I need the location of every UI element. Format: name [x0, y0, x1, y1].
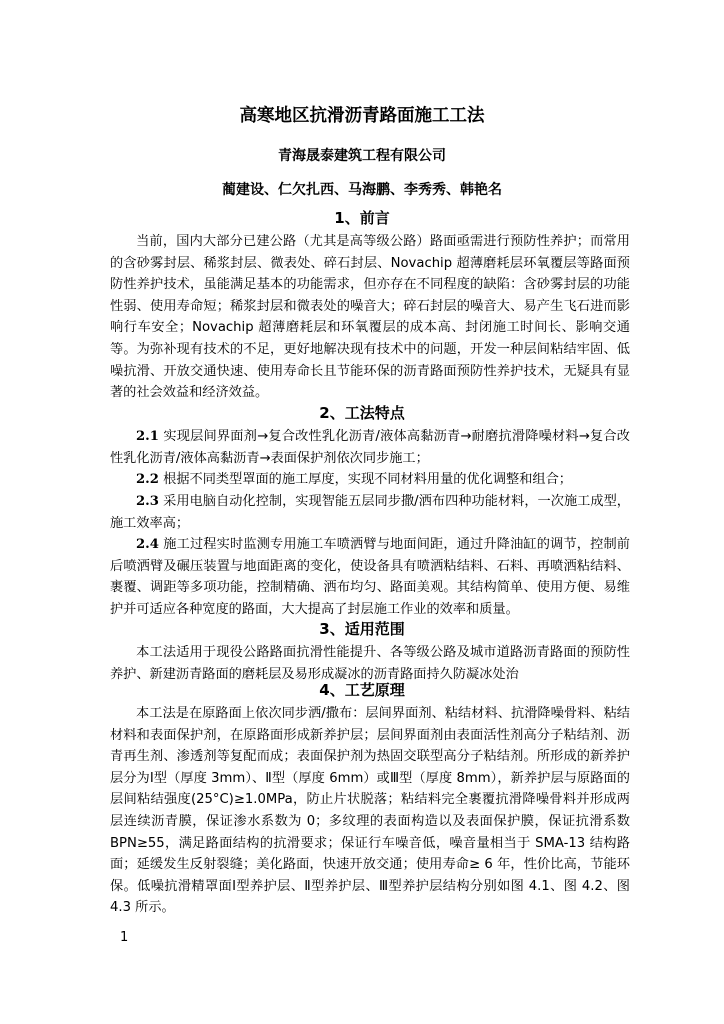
feature-2-2: [110, 469, 630, 491]
section-4-paragraph: [110, 703, 630, 919]
author-list: 蔺建设、仁欠扎西、马海鹏、李秀秀、韩艳名: [222, 182, 502, 198]
feature-number: 2.2: [136, 472, 159, 487]
page-number: 1: [120, 930, 129, 945]
section-4-heading: 4、工艺原理: [319, 681, 405, 699]
feature-text: 根据不同类型罩面的施工厚度，实现不同材料用量的优化调整和组合；: [158, 472, 572, 487]
feature-2-1: [110, 426, 630, 469]
section-3-text: 本工法适用于现役公路路面抗滑性能提升、各等级公路及城市道路沥青路面的预防性养护、新建沥青路面的磨耗层及易形成凝冰的沥青路面持久防凝冰处治: [110, 645, 630, 682]
section-4-text: 本工法是在原路面上依次同步洒/撒布：层间界面剂、粘结材料、抗滑降噪骨料、粘结材料和表面保护剂，在原路面形成新养护层；层间界面剂由表面活性剂高分子粘结剂、沥青再生剂、渗透剂等复配而成；表面保护剂为热固交联型高分子粘结剂。所形成的新养护层分为Ⅰ型（厚度 3mm）、Ⅱ型（厚度 6mm）或Ⅲ型（厚度 8mm），新养护层与原路面的层间粘结强度(25°C)≥1.0MPa，防止片状脱落；粘结料完全裹覆抗滑降噪骨料并形成两层连续沥青膜，保证渗水系数为 0；多纹理的表面构造以及表面保护膜，保证抗滑系数 BPN≥55，满足路面结构的抗滑要求；保证行车噪音低，噪音量相当于 SMA-13 结构路面；延缓发生反射裂缝；美化路面，快速开放交通；使用寿命≥ 6 年，性价比高，节能环保。低噪抗滑精罩面Ⅰ型养护层、Ⅱ型养护层、Ⅲ型养护层结构分别如图 4.1、图 4.2、图 4.3 所示。: [110, 706, 630, 916]
document-title: 高寒地区抗滑沥青路面施工工法: [239, 106, 485, 126]
section-1-text: 当前，国内大部分已建公路（尤其是高等级公路）路面亟需进行预防性养护；而常用的含砂雾封层、稀浆封层、微表处、碎石封层、Novachip 超薄磨耗层环氧覆层等路面预防性养护技术，虽能满足基本的功能需求，但亦存在不同程度的缺陷：含砂雾封层的功能性弱、使用寿命短；稀浆封层和微表处的噪音大；碎石封层的噪音大、易产生飞石进而影响行车安全；Novachip 超薄磨耗层和环氧覆层的成本高、封闭施工时间长、影响交通等。为弥补现有技术的不足，更好地解决现有技术中的问题，开发一种层间粘结牢固、低噪抗滑、开放交通快速、使用寿命长且节能环保的沥青路面预防性养护技术，无疑具有显著的社会效益和经济效益。: [110, 234, 630, 401]
company-name: 青海晟泰建筑工程有限公司: [278, 148, 446, 164]
section-2-heading: 2、工法特点: [319, 404, 405, 422]
feature-text: 施工过程实时监测专用施工车喷洒臂与地面间距，通过升降油缸的调节，控制前后喷洒臂及碾压装置与地面距离的变化，使设备具有喷洒粘结料、石料、再喷洒粘结料、裹覆、调距等多项功能，控制精确、洒布均匀、路面美观。其结构简单、使用方便、易维护并可适应各种宽度的路面，大大提高了封层施工作业的效率和质量。: [110, 537, 630, 617]
section-1-heading: 1、前言: [334, 209, 390, 227]
feature-2-4: [110, 534, 630, 620]
feature-number: 2.1: [136, 429, 159, 444]
feature-2-3: [110, 491, 630, 534]
feature-text: 实现层间界面剂→复合改性乳化沥青/液体高黏沥青→耐磨抗滑降噪材料→复合改性乳化沥青/液体高黏沥青→表面保护剂依次同步施工；: [110, 429, 630, 466]
section-1-paragraph: [110, 231, 630, 404]
section-3-heading: 3、适用范围: [319, 620, 405, 638]
feature-number: 2.4: [136, 537, 159, 552]
feature-text: 采用电脑自动化控制，实现智能五层同步撒/洒布四种功能材料，一次施工成型，施工效率高；: [110, 494, 630, 531]
feature-number: 2.3: [136, 494, 159, 509]
